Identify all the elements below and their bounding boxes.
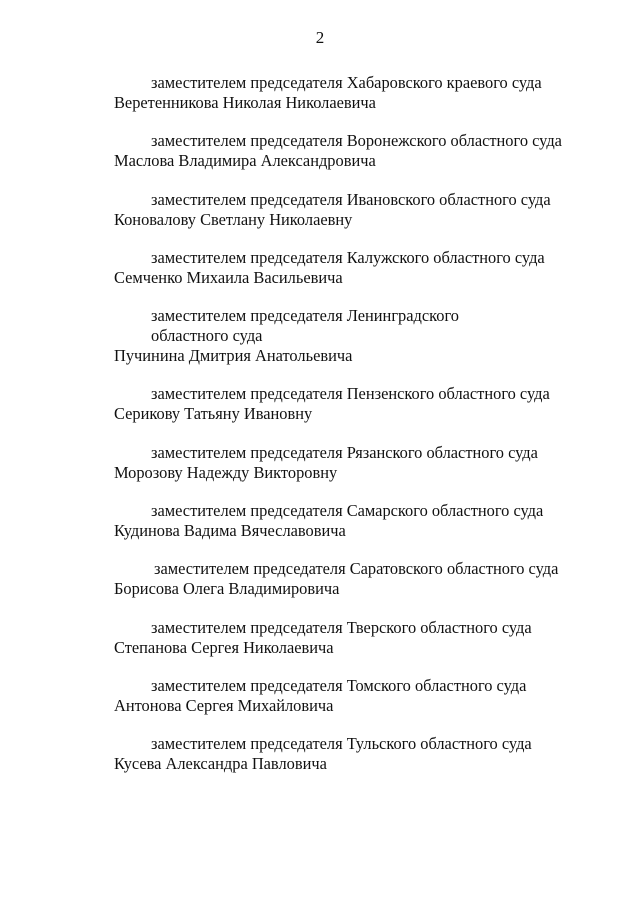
position-title: заместителем председателя Пензенского областного суда bbox=[151, 384, 550, 404]
appointee-name: Антонова Сергея Михайловича bbox=[114, 695, 334, 715]
position-title: заместителем председателя Ленинградского bbox=[151, 306, 459, 326]
appointee-name: Коновалову Светлану Николаевну bbox=[114, 209, 353, 229]
position-title: заместителем председателя Воронежского областного суда bbox=[151, 131, 562, 151]
appointee-name: Серикову Татьяну Ивановну bbox=[114, 404, 313, 424]
position-title: заместителем председателя Тверского областного суда bbox=[151, 617, 532, 637]
appointment-entry-tula bbox=[114, 734, 584, 774]
position-title: заместителем председателя Рязанского областного суда bbox=[151, 442, 538, 462]
appointee-name: Кудинова Вадима Вячеславовича bbox=[114, 521, 346, 541]
appointment-entry-samara bbox=[114, 501, 584, 541]
appointment-entry-ryazan bbox=[114, 443, 584, 483]
appointment-entry-tver bbox=[114, 618, 584, 658]
appointee-name: Морозову Надежду Викторовну bbox=[114, 462, 338, 482]
position-title: заместителем председателя Хабаровского краевого суда bbox=[151, 73, 542, 92]
appointee-name: Веретенникова Николая Николаевича bbox=[114, 93, 376, 112]
appointee-name: Семченко Михаила Васильевича bbox=[114, 267, 343, 287]
appointment-entry-voronezh bbox=[114, 131, 584, 171]
appointment-entry-tomsk bbox=[114, 676, 584, 716]
appointment-entry-kaluga bbox=[114, 248, 584, 288]
appointment-list bbox=[114, 73, 584, 793]
appointee-name: Пучинина Дмитрия Анатольевича bbox=[114, 346, 353, 366]
position-title: заместителем председателя Саратовского областного суда bbox=[154, 559, 559, 579]
position-title: заместителем председателя Ивановского областного суда bbox=[151, 189, 551, 209]
position-title: заместителем председателя Тульского областного суда bbox=[151, 734, 532, 754]
appointment-entry-khabarovsk bbox=[114, 73, 584, 113]
appointee-name: Борисова Олега Владимировича bbox=[114, 579, 340, 599]
appointee-name: Степанова Сергея Николаевича bbox=[114, 637, 334, 657]
appointment-entry-ivanovo bbox=[114, 190, 584, 230]
appointment-entry-penza bbox=[114, 384, 584, 424]
page-number: 2 bbox=[315, 28, 325, 47]
position-title-continuation: областного суда bbox=[151, 326, 263, 346]
appointment-entry-leningrad bbox=[114, 306, 584, 366]
appointment-entry-saratov bbox=[114, 559, 584, 599]
appointee-name: Маслова Владимира Александровича bbox=[114, 151, 376, 171]
appointee-name: Кусева Александра Павловича bbox=[114, 754, 327, 774]
position-title: заместителем председателя Калужского областного суда bbox=[151, 247, 545, 267]
position-title: заместителем председателя Томского областного суда bbox=[151, 675, 527, 695]
position-title: заместителем председателя Самарского областного суда bbox=[151, 501, 544, 521]
